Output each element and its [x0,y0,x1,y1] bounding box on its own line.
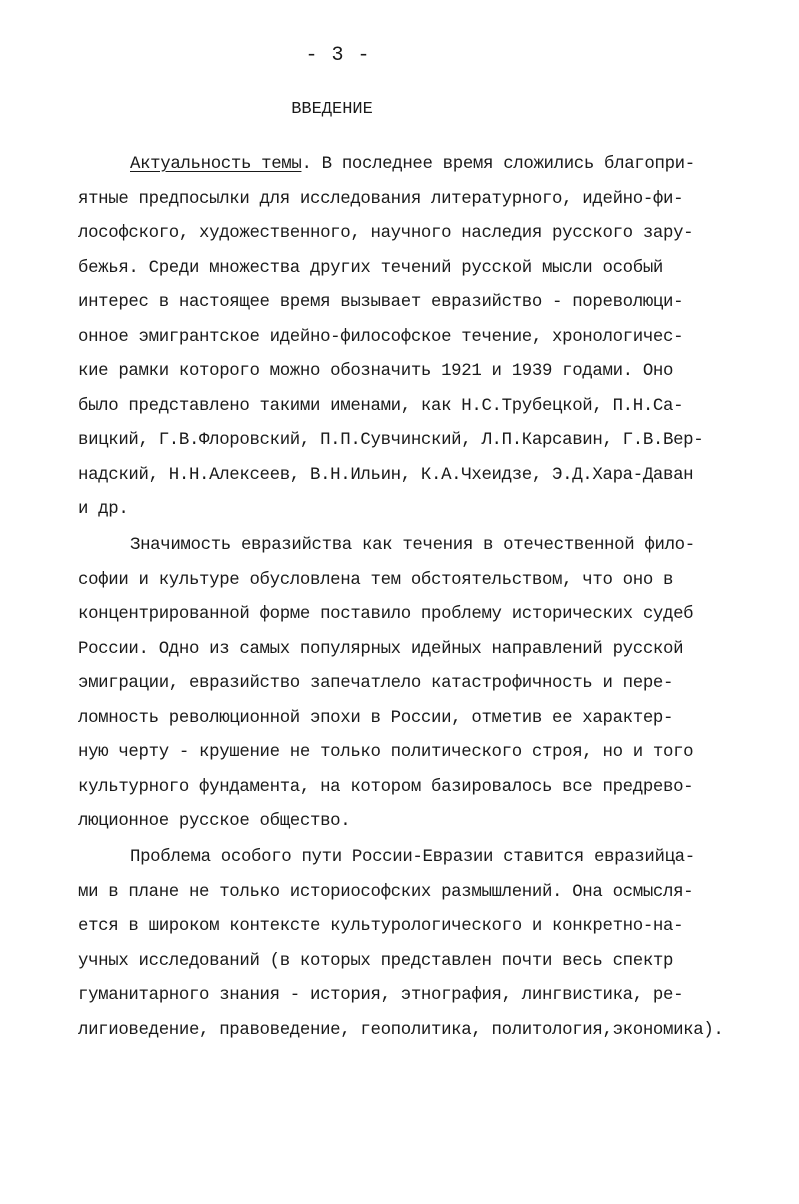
paragraph-special-path [78,841,768,1048]
paragraph-line: эмиграции, евразийство запечатлело катастрофичность и пере- [78,674,674,693]
paragraph-line: ную черту - крушение не только политического строя, но и того [78,743,694,762]
paragraph-line: России. Одно из самых популярных идейных направлений русской [78,639,684,659]
paragraph-relevance [78,148,768,528]
paragraph-line: Проблема особого пути России-Евразии ставится евразийца- [130,848,695,867]
paragraph-line: онное эмигрантское идейно-философское течение, хронологичес- [78,327,684,347]
paragraph-line: бежья. Среди множества других течений русской мысли особый [78,258,663,278]
paragraph-line: лигиоведение, правоведение, геополитика, политология,экономика). [78,1020,724,1040]
paragraph-line: вицкий, Г.В.Флоровский, П.П.Сувчинский, Л.П.Карсавин, Г.В.Вер- [78,431,704,450]
paragraph-line: ми в плане не только историософских размышлений. Она осмысля- [78,882,694,902]
paragraph-line: кие рамки которого можно обозначить 1921 и 1939 годами. Оно [78,362,674,381]
paragraph-line [78,148,768,183]
paragraph-line: люционное русское общество. [78,812,351,831]
paragraph-line: и др. [78,500,129,519]
page-number: - 3 - [305,44,371,67]
paragraph-line: Значимость евразийства как течения в отечественной фило- [130,536,695,555]
paragraph-line: ломность революционной эпохи в России, отметив ее характер- [78,708,674,728]
section-heading: ВВЕДЕНИЕ [291,100,373,119]
paragraph-line: надский, Н.Н.Алексеев, В.Н.Ильин, К.А.Чхеидзе, Э.Д.Хара-Даван [78,465,694,485]
paragraph-line: лософского, художественного, научного наследия русского зару- [78,224,694,243]
paragraph-line: интерес в настоящее время вызывает евразийство - пореволюци- [78,293,684,312]
paragraph-line: концентрированной форме поставило проблему исторических судеб [78,605,694,624]
relevance-lead: Актуальность темы [130,155,302,174]
paragraph-line: было представлено такими именами, как Н.С.Трубецкой, П.Н.Са- [78,396,684,416]
paragraph-line: софии и культуре обусловлена тем обстоятельством, что оно в [78,570,674,590]
paragraph-line: гуманитарного знания - история, этнография, лингвистика, ре- [78,986,684,1005]
paragraph-line: учных исследований (в которых представлен почти весь спектр [78,951,674,971]
relevance-first-line-rest: . В последнее время сложились благопри- [301,155,695,174]
paragraph-line: ется в широком контексте культурологического и конкретно-на- [78,917,684,936]
paragraph-significance [78,529,768,840]
paragraph-line: культурного фундамента, на котором базировалось все предрево- [78,777,694,797]
paragraph-line: ятные предпосылки для исследования литературного, идейно-фи- [78,189,684,209]
